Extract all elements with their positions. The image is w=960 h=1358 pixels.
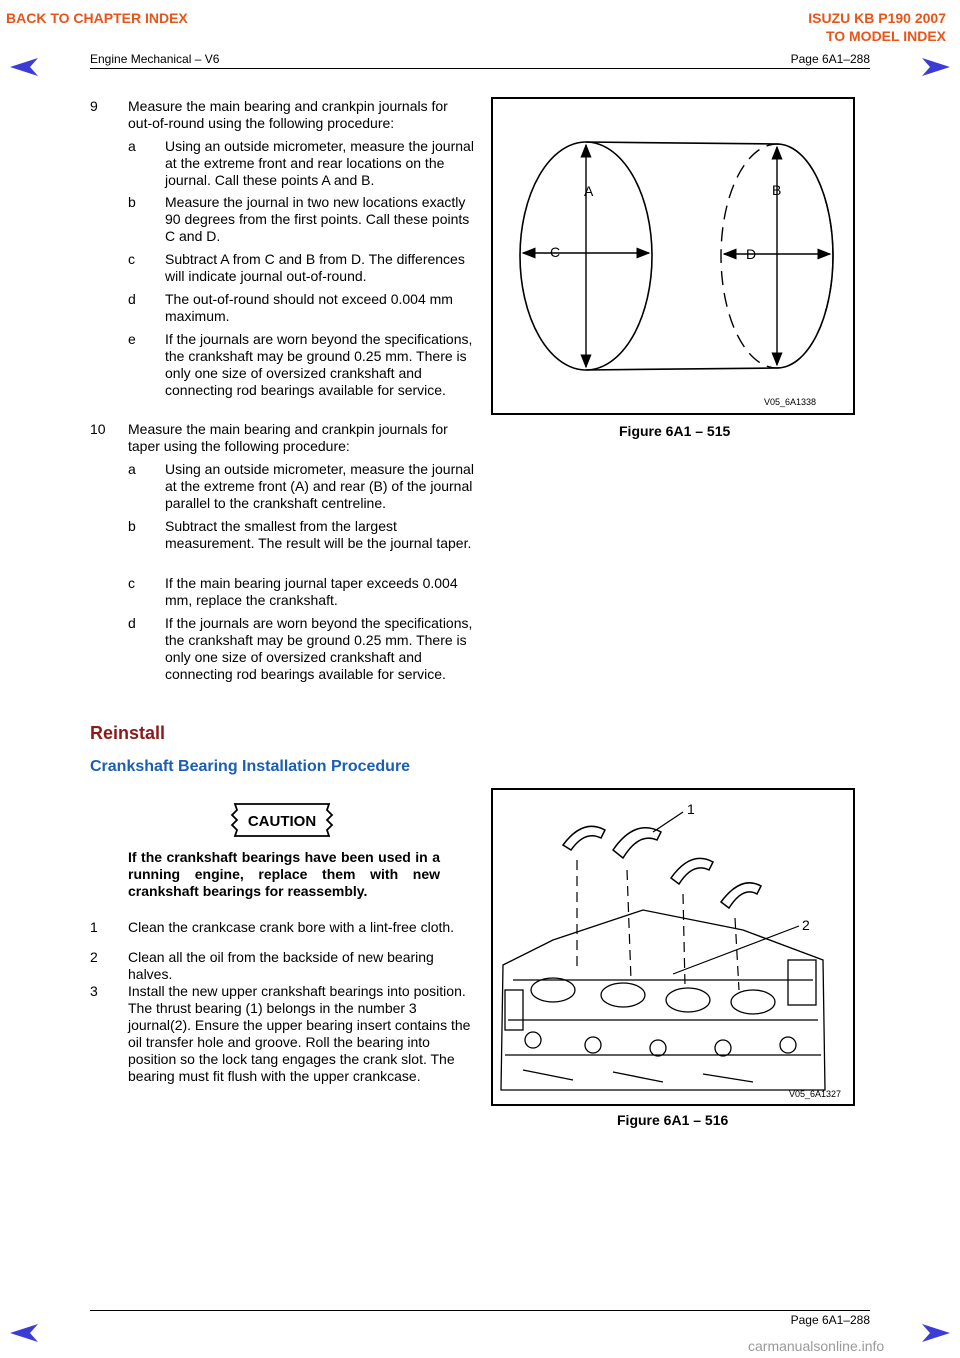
- caution-text: If the crankshaft bearings have been used in a running engine, replace them with new crankshaft bearings for reassembly.: [128, 849, 440, 899]
- step-text: Measure the main bearing and crankpin journals for taper using the following procedure:: [128, 421, 448, 454]
- substep-text: If the main bearing journal taper exceeds 0.004 mm, replace the crankshaft.: [165, 575, 458, 608]
- next-page-arrow-icon[interactable]: [918, 56, 952, 78]
- substep-letter: c: [128, 251, 135, 267]
- bearing-half-4: [721, 883, 761, 908]
- callout-1: 1: [687, 801, 695, 817]
- step-number: 3: [90, 983, 98, 999]
- substep-text: Measure the journal in two new locations exactly 90 degrees from the first points. Call these points C and D.: [165, 194, 470, 244]
- substep-text: If the journals are worn beyond the specifications, the crankshaft may be ground 0.25 mm. There is only one size of oversized crankshaft and connecting rod bearings available for service.: [165, 331, 473, 398]
- section-title: Engine Mechanical – V6: [90, 52, 220, 66]
- bearing-installation-svg: [493, 790, 853, 1104]
- prev-page-arrow-icon[interactable]: [8, 56, 42, 78]
- page-number-header: Page 6A1–288: [790, 52, 870, 66]
- figure-516-caption: Figure 6A1 – 516: [617, 1112, 729, 1128]
- label-c: C: [550, 244, 561, 260]
- substep-letter: b: [128, 518, 136, 534]
- step-number: 10: [90, 421, 106, 437]
- figure-515-journal-diagram: [491, 97, 855, 415]
- bearing-half-thrust: [613, 828, 661, 858]
- substep-letter: a: [128, 138, 136, 154]
- substep-letter: d: [128, 291, 136, 307]
- substep-letter: d: [128, 615, 136, 631]
- substep-text: The out-of-round should not exceed 0.004 mm maximum.: [165, 291, 453, 324]
- substep-text: Subtract the smallest from the largest measurement. The result will be the journal taper.: [165, 518, 472, 551]
- caution-label: CAUTION: [247, 813, 317, 830]
- journal-measurement-svg: [493, 99, 853, 413]
- footer-rule: [90, 1310, 870, 1311]
- label-a: A: [584, 183, 594, 199]
- next-page-arrow-bottom-icon[interactable]: [918, 1322, 952, 1344]
- substep-letter: e: [128, 331, 136, 347]
- figure-code: V05_6A1338: [764, 397, 817, 407]
- substep-text: Using an outside micrometer, measure the journal at the extreme front (A) and rear (B) of the journal parallel to the crankshaft centreline.: [165, 461, 474, 511]
- substep-letter: b: [128, 194, 136, 210]
- bearing-half-1: [563, 826, 605, 850]
- reinstall-heading: Reinstall: [90, 723, 166, 743]
- substep-text: Subtract A from C and B from D. The differences will indicate journal out-of-round.: [165, 251, 465, 284]
- substep-letter: c: [128, 575, 135, 591]
- label-d: D: [746, 246, 757, 262]
- step-text: Clean the crankcase crank bore with a lint-free cloth.: [128, 919, 455, 935]
- to-model-index-link[interactable]: TO MODEL INDEX: [825, 28, 946, 44]
- model-title-link[interactable]: ISUZU KB P190 2007: [808, 10, 946, 26]
- substep-letter: a: [128, 461, 136, 477]
- figure-515-caption: Figure 6A1 – 515: [619, 423, 731, 439]
- step-text: Clean all the oil from the backside of new bearing halves.: [128, 949, 434, 982]
- label-b: B: [772, 182, 782, 198]
- caution-badge: [229, 801, 335, 839]
- prev-page-arrow-bottom-icon[interactable]: [8, 1322, 42, 1344]
- back-to-chapter-index-link[interactable]: BACK TO CHAPTER INDEX: [6, 10, 188, 26]
- figure-516-bearing-diagram: [491, 788, 855, 1106]
- step-text: Measure the main bearing and crankpin journals for out-of-round using the following procedure:: [128, 98, 448, 131]
- header-rule: [90, 68, 870, 69]
- figure-code: V05_6A1327: [789, 1089, 842, 1099]
- watermark-text: carmanualsonline.info: [748, 1338, 885, 1354]
- step-number: 1: [90, 919, 98, 935]
- substep-text: Using an outside micrometer, measure the journal at the extreme front and rear locations on the journal. Call these points A and B.: [165, 138, 474, 188]
- crankcase-block: [501, 910, 825, 1090]
- step-number: 9: [90, 98, 98, 114]
- page-number-footer: Page 6A1–288: [790, 1313, 870, 1327]
- substep-text: If the journals are worn beyond the specifications, the crankshaft may be ground 0.25 mm. There is only one size of oversized crankshaft and connecting rod bearings available for service.: [165, 615, 473, 682]
- callout-2: 2: [802, 917, 810, 933]
- installation-procedure-heading: Crankshaft Bearing Installation Procedure: [90, 758, 411, 775]
- bearing-half-3: [671, 858, 713, 884]
- step-text: Install the new upper crankshaft bearings into position. The thrust bearing (1) belongs in the number 3 journal(2). Ensure the upper bearing insert contains the oil transfer hole and groove. Roll the bearing into position so the lock tang engages the crank slot. The bearing must fit flush with the upper crankcase.: [128, 983, 471, 1084]
- step-number: 2: [90, 949, 98, 965]
